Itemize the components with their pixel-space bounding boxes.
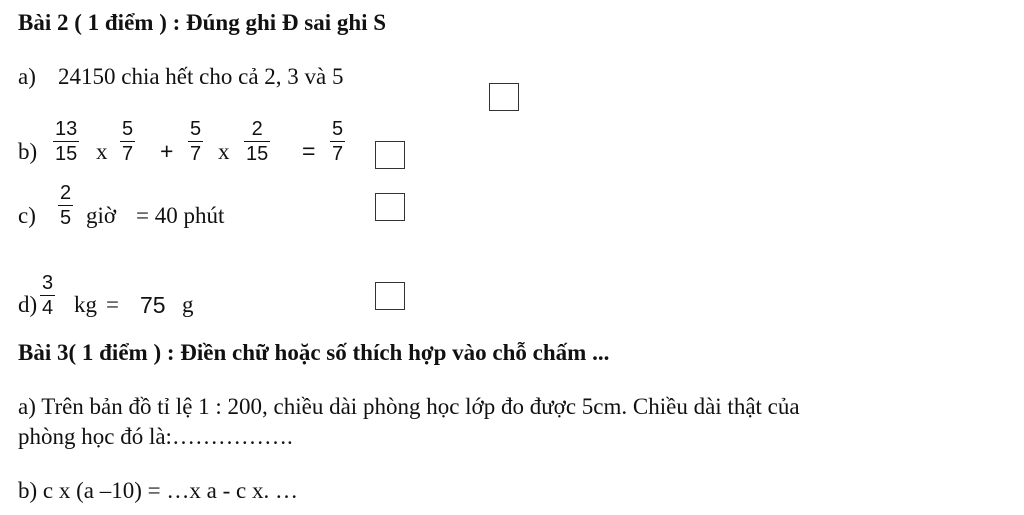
bai2-c-label: c) — [18, 203, 36, 228]
fraction-bar — [53, 141, 79, 142]
fraction-denominator: 7 — [332, 143, 344, 165]
answer-box-d[interactable] — [375, 282, 405, 310]
answer-box-b[interactable] — [375, 141, 405, 169]
fraction-numerator: 5 — [190, 118, 202, 140]
fraction-numerator: 5 — [332, 118, 344, 140]
fraction-5-7 — [120, 118, 135, 165]
fraction-denominator: 4 — [42, 297, 54, 319]
bai2-title: Bài 2 ( 1 điểm ) : Đúng ghi Đ sai ghi S — [18, 10, 387, 35]
bai2-a-text: 24150 chia hết cho cả 2, 3 và 5 — [58, 64, 344, 89]
fraction-bar — [58, 205, 73, 206]
fraction-bar — [244, 141, 270, 142]
fraction-numerator: 13 — [55, 118, 78, 140]
fraction-denominator: 7 — [190, 143, 202, 165]
fraction-denominator: 15 — [246, 143, 269, 165]
fraction-numerator: 5 — [122, 118, 134, 140]
fraction-bar — [40, 295, 55, 296]
bai3-b-text: b) c x (a –10) = …x a - c x. … — [18, 478, 298, 503]
operator-multiply-second: x — [218, 139, 230, 164]
fraction-13-15 — [53, 118, 79, 165]
bai2-b-label: b) — [18, 139, 38, 164]
fraction-numerator: 2 — [60, 182, 72, 204]
fraction-denominator: 15 — [55, 143, 78, 165]
fraction-bar — [330, 141, 345, 142]
fraction-2-15 — [244, 118, 270, 165]
answer-box-c[interactable] — [375, 193, 405, 221]
fraction-5-7-second — [188, 118, 203, 165]
fraction-bar — [188, 141, 203, 142]
fraction-numerator: 3 — [42, 272, 54, 294]
bai2-c-rest: = 40 phút — [136, 203, 225, 228]
fraction-5-7-result — [330, 118, 345, 165]
bai2-d-value: 75 — [140, 292, 166, 318]
fraction-denominator: 7 — [122, 143, 134, 165]
bai2-a-label: a) — [18, 64, 36, 89]
bai2-d-unit1: kg — [74, 292, 97, 317]
answer-box-a[interactable] — [489, 83, 519, 111]
fraction-denominator: 5 — [60, 207, 72, 229]
operator-equals: = — [302, 138, 316, 164]
bai2-c-unit: giờ — [86, 203, 117, 228]
bai2-d-label: d) — [18, 292, 38, 317]
bai2-d-eq: = — [106, 292, 119, 317]
fraction-3-4 — [40, 272, 55, 319]
bai3-a-line1: a) Trên bản đồ tỉ lệ 1 : 200, chiều dài phòng học lớp đo được 5cm. Chiều dài thật của — [18, 394, 800, 419]
operator-multiply: x — [96, 139, 108, 164]
bai3-a-line2: phòng học đó là:……………. — [18, 424, 293, 449]
bai3-title: Bài 3( 1 điểm ) : Điền chữ hoặc số thích hợp vào chỗ chấm ... — [18, 340, 610, 365]
fraction-bar — [120, 141, 135, 142]
bai2-d-unit2: g — [182, 292, 194, 317]
fraction-numerator: 2 — [251, 118, 263, 140]
operator-plus: + — [160, 138, 174, 164]
fraction-2-5 — [58, 182, 73, 229]
